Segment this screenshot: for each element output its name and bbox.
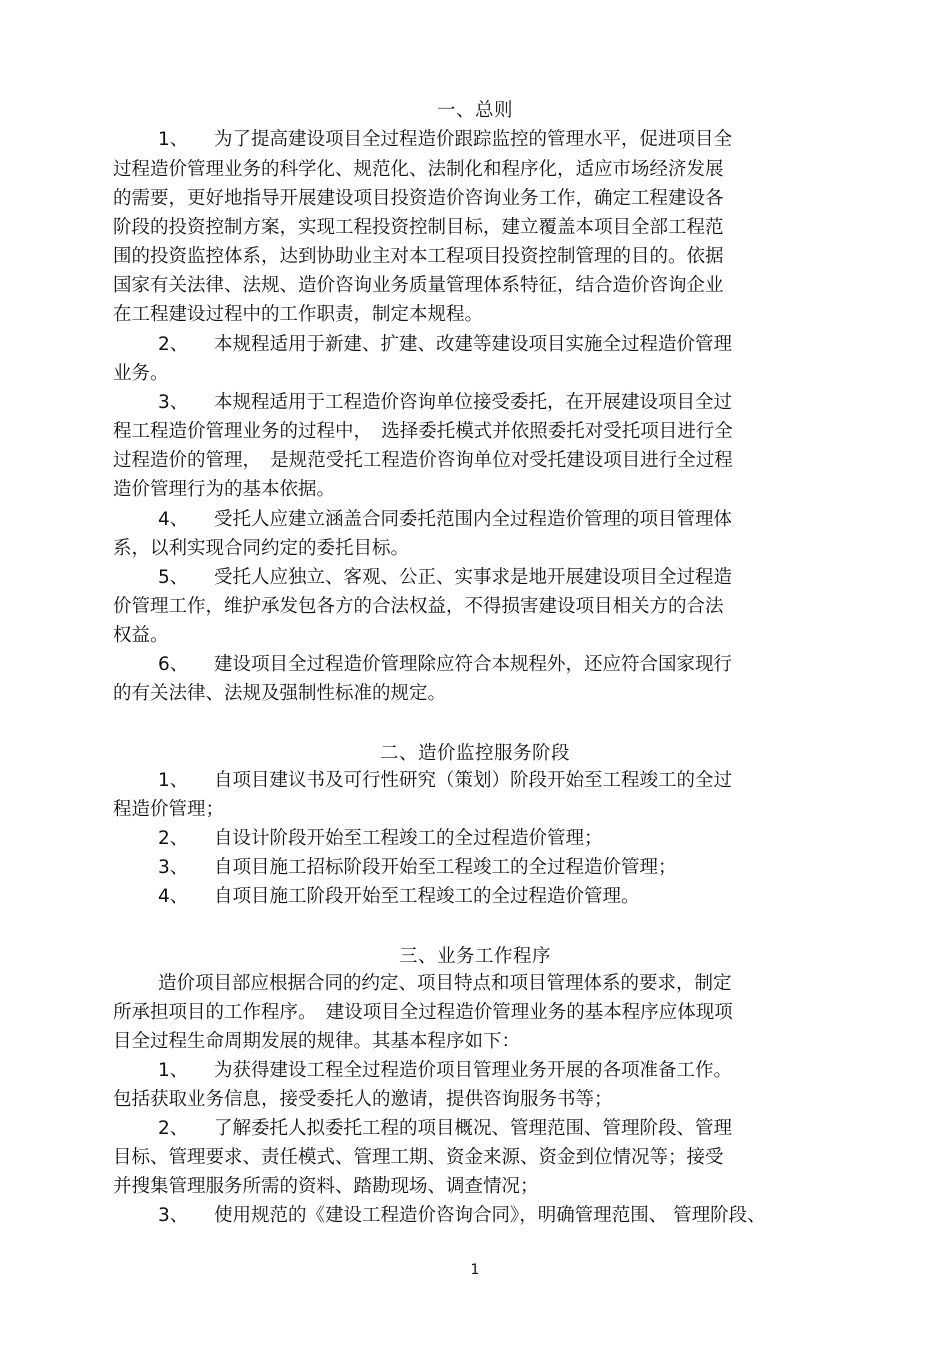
paragraph-number: 6、 — [158, 654, 189, 675]
paragraph-number: 2、 — [158, 334, 189, 355]
text-line: 建设项目全过程造价管理除应符合本规程外，还应符合国家现行 — [214, 654, 733, 675]
text-line: 使用规范的《建设工程造价咨询合同》，明确管理范围、 管理阶段、 — [214, 1205, 766, 1226]
text-line: 的需要，更好地指导开展建设项目投资造价咨询业务工作，确定工程建设各 — [113, 188, 724, 209]
text-line: 造价管理行为的基本依据。 — [113, 479, 336, 500]
text-line: 本规程适用于工程造价咨询单位接受委托，在开展建设项目全过 — [214, 392, 733, 413]
text-line: 受托人应独立、客观、公正、实事求是地开展建设项目全过程造 — [214, 567, 733, 588]
text-line: 为了提高建设项目全过程造价跟踪监控的管理水平，促进项目全 — [214, 129, 733, 150]
text-line: 国家有关法律、法规、造价咨询业务质量管理体系特征，结合造价咨询企业 — [113, 275, 724, 296]
text-line: 在工程建设过程中的工作职责，制定本规程。 — [113, 304, 484, 325]
section-title: 二、造价监控服务阶段 — [379, 743, 570, 764]
text-line: 围的投资监控体系，达到协助业主对本工程项目投资控制管理的目的。依据 — [113, 246, 724, 267]
text-line: 自项目施工招标阶段开始至工程竣工的全过程造价管理； — [214, 857, 677, 878]
text-line: 过程造价管理业务的科学化、规范化、法制化和程序化，适应市场经济发展 — [113, 159, 724, 180]
paragraph-number: 3、 — [158, 857, 189, 878]
paragraph-number: 2、 — [158, 828, 189, 849]
text-line: 过程造价的管理， 是规范受托工程造价咨询单位对受托建设项目进行全过程 — [113, 450, 733, 471]
text-line: 了解委托人拟委托工程的项目概况、管理范围、管理阶段、管理 — [214, 1118, 733, 1139]
text-line: 本规程适用于新建、扩建、改建等建设项目实施全过程造价管理 — [214, 334, 733, 355]
text-line: 价管理工作，维护承发包各方的合法权益，不得损害建设项目相关方的合法 — [113, 596, 724, 617]
paragraph-number: 1、 — [158, 129, 189, 150]
text-line: 目全过程生命周期发展的规律。其基本程序如下： — [113, 1031, 521, 1052]
text-line: 权益。 — [113, 625, 169, 646]
paragraph-number: 5、 — [158, 567, 189, 588]
paragraph-number: 1、 — [158, 770, 189, 791]
text-line: 所承担项目的工作程序。 建设项目全过程造价管理业务的基本程序应体现项 — [113, 1002, 733, 1023]
paragraph-number: 4、 — [158, 509, 189, 530]
section-title: 一、总则 — [436, 100, 513, 121]
text-line: 的有关法律、法规及强制性标准的规定。 — [113, 683, 447, 704]
text-line: 自设计阶段开始至工程竣工的全过程造价管理； — [214, 828, 603, 849]
page-number: 1 — [470, 1262, 480, 1278]
paragraph-number: 2、 — [158, 1118, 189, 1139]
text-line: 程工程造价管理业务的过程中， 选择委托模式并依照委托对受托项目进行全 — [113, 421, 733, 442]
text-line: 业务。 — [113, 363, 169, 384]
text-line: 自项目建议书及可行性研究（策划）阶段开始至工程竣工的全过 — [214, 770, 733, 791]
text-line: 自项目施工阶段开始至工程竣工的全过程造价管理。 — [214, 886, 640, 907]
paragraph-number: 3、 — [158, 392, 189, 413]
section-title: 三、业务工作程序 — [398, 946, 551, 967]
text-line: 系，以利实现合同约定的委托目标。 — [113, 538, 410, 559]
text-line: 并搜集管理服务所需的资料、踏勘现场、调查情况； — [113, 1176, 539, 1197]
text-line: 目标、管理要求、责任模式、管理工期、资金来源、资金到位情况等；接受 — [113, 1147, 724, 1168]
text-line: 程造价管理； — [113, 799, 225, 820]
paragraph-number: 1、 — [158, 1060, 189, 1081]
text-line: 造价项目部应根据合同的约定、项目特点和项目管理体系的要求，制定 — [158, 973, 732, 994]
paragraph-number: 3、 — [158, 1205, 189, 1226]
text-line: 阶段的投资控制方案，实现工程投资控制目标，建立覆盖本项目全部工程范 — [113, 217, 724, 238]
text-line: 受托人应建立涵盖合同委托范围内全过程造价管理的项目管理体 — [214, 509, 733, 530]
text-line: 为获得建设工程全过程造价项目管理业务开展的各项准备工作。 — [214, 1060, 733, 1081]
paragraph-number: 4、 — [158, 886, 189, 907]
text-line: 包括获取业务信息，接受委托人的邀请，提供咨询服务书等； — [113, 1089, 613, 1110]
